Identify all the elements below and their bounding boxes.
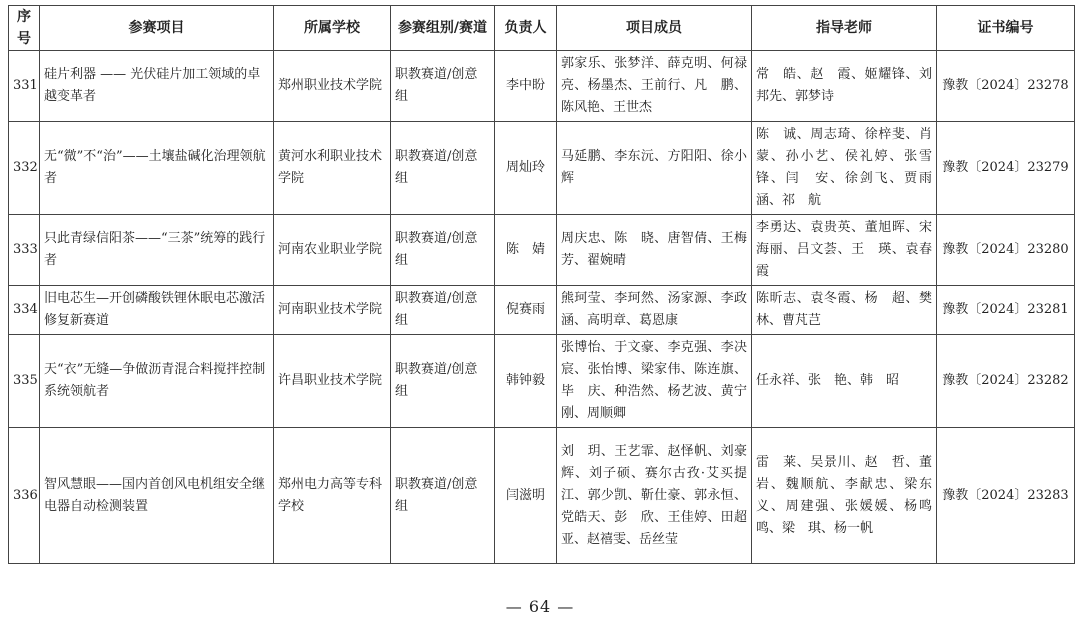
project-name: 硅片利器 —— 光伏硅片加工领域的卓越变革者 bbox=[40, 51, 274, 122]
table-row bbox=[9, 51, 1075, 122]
header-lead: 负责人 bbox=[495, 6, 557, 51]
lead-name: 李中盼 bbox=[495, 51, 557, 122]
row-number: 335 bbox=[9, 335, 40, 428]
advisor-list: 雷 莱、吴景川、赵 哲、董 岩、魏顺航、李献忠、梁东义、周建强、张媛媛、杨鸣鸣、梁 琪、杨一帆 bbox=[752, 428, 937, 564]
header-cert: 证书编号 bbox=[937, 6, 1075, 51]
certificate-number: 豫教〔2024〕23282 bbox=[937, 335, 1075, 428]
table-row bbox=[9, 122, 1075, 215]
header-no: 序号 bbox=[9, 6, 40, 51]
lead-name: 陈 婧 bbox=[495, 215, 557, 286]
lead-name: 韩钟毅 bbox=[495, 335, 557, 428]
project-name: 天“衣”无缝—争做沥青混合料搅拌控制系统领航者 bbox=[40, 335, 274, 428]
project-name: 智风慧眼——国内首创风电机组安全继电器自动检测装置 bbox=[40, 428, 274, 564]
advisor-list: 任永祥、张 艳、韩 昭 bbox=[752, 335, 937, 428]
awards-table bbox=[8, 5, 1075, 564]
header-members: 项目成员 bbox=[557, 6, 752, 51]
track-name: 职教赛道/创意组 bbox=[391, 428, 495, 564]
lead-name: 闫滋明 bbox=[495, 428, 557, 564]
certificate-number: 豫教〔2024〕23279 bbox=[937, 122, 1075, 215]
certificate-number: 豫教〔2024〕23280 bbox=[937, 215, 1075, 286]
member-list: 郭家乐、张梦洋、薛克明、何禄亮、杨墨杰、王前行、凡 鹏、陈风艳、王世杰 bbox=[557, 51, 752, 122]
project-name: 旧电芯生—开创磷酸铁锂休眠电芯激活修复新赛道 bbox=[40, 286, 274, 335]
school-name: 河南农业职业学院 bbox=[274, 215, 391, 286]
table-row bbox=[9, 215, 1075, 286]
table-row bbox=[9, 428, 1075, 564]
table-header-row bbox=[9, 6, 1075, 51]
certificate-number: 豫教〔2024〕23281 bbox=[937, 286, 1075, 335]
advisor-list: 李勇达、袁贵英、董旭晖、宋海丽、吕文荟、王 瑛、袁春霞 bbox=[752, 215, 937, 286]
project-name: 只此青绿信阳茶——“三茶”统筹的践行者 bbox=[40, 215, 274, 286]
table-row bbox=[9, 335, 1075, 428]
track-name: 职教赛道/创意组 bbox=[391, 122, 495, 215]
advisor-list: 陈昕志、袁冬霞、杨 超、樊 林、曹芃芑 bbox=[752, 286, 937, 335]
row-number: 331 bbox=[9, 51, 40, 122]
track-name: 职教赛道/创意组 bbox=[391, 51, 495, 122]
school-name: 郑州电力高等专科学校 bbox=[274, 428, 391, 564]
advisor-list: 常 皓、赵 霞、姬耀锋、刘邦先、郭梦诗 bbox=[752, 51, 937, 122]
certificate-number: 豫教〔2024〕23278 bbox=[937, 51, 1075, 122]
member-list: 熊珂莹、李珂然、汤家源、李政涵、高明章、葛恩康 bbox=[557, 286, 752, 335]
member-list: 张博怡、于文豪、李克强、李决宸、张怡博、梁家伟、陈连旗、毕 庆、种浩然、杨艺波、黄宁刚、周顺卿 bbox=[557, 335, 752, 428]
row-number: 334 bbox=[9, 286, 40, 335]
school-name: 河南职业技术学院 bbox=[274, 286, 391, 335]
project-name: 无“微”不“治”——土壤盐碱化治理领航者 bbox=[40, 122, 274, 215]
track-name: 职教赛道/创意组 bbox=[391, 335, 495, 428]
member-list: 周庆忠、陈 晓、唐智倩、王梅芳、翟婉晴 bbox=[557, 215, 752, 286]
header-advisors: 指导老师 bbox=[752, 6, 937, 51]
track-name: 职教赛道/创意组 bbox=[391, 286, 495, 335]
member-list: 刘 玥、王艺霏、赵怿帆、刘豪辉、刘子硕、赛尔古孜·艾买提江、郭少凯、靳仕豪、郭永恒、党皓天、彭 欣、王佳婷、田超亚、赵禧雯、岳丝莹 bbox=[557, 428, 752, 564]
row-number: 333 bbox=[9, 215, 40, 286]
row-number: 336 bbox=[9, 428, 40, 564]
lead-name: 周灿玲 bbox=[495, 122, 557, 215]
header-school: 所属学校 bbox=[274, 6, 391, 51]
school-name: 黄河水利职业技术学院 bbox=[274, 122, 391, 215]
page-number: — 64 — bbox=[505, 597, 575, 616]
member-list: 马延鹏、李东沅、方阳阳、徐小辉 bbox=[557, 122, 752, 215]
header-track: 参赛组别/赛道 bbox=[391, 6, 495, 51]
lead-name: 倪赛雨 bbox=[495, 286, 557, 335]
table-row bbox=[9, 286, 1075, 335]
advisor-list: 陈 诚、周志琦、徐梓斐、肖 蒙、孙小艺、侯礼婷、张雪锋、闫 安、徐剑飞、贾雨涵、祁 航 bbox=[752, 122, 937, 215]
track-name: 职教赛道/创意组 bbox=[391, 215, 495, 286]
school-name: 许昌职业技术学院 bbox=[274, 335, 391, 428]
certificate-number: 豫教〔2024〕23283 bbox=[937, 428, 1075, 564]
header-project: 参赛项目 bbox=[40, 6, 274, 51]
row-number: 332 bbox=[9, 122, 40, 215]
school-name: 郑州职业技术学院 bbox=[274, 51, 391, 122]
